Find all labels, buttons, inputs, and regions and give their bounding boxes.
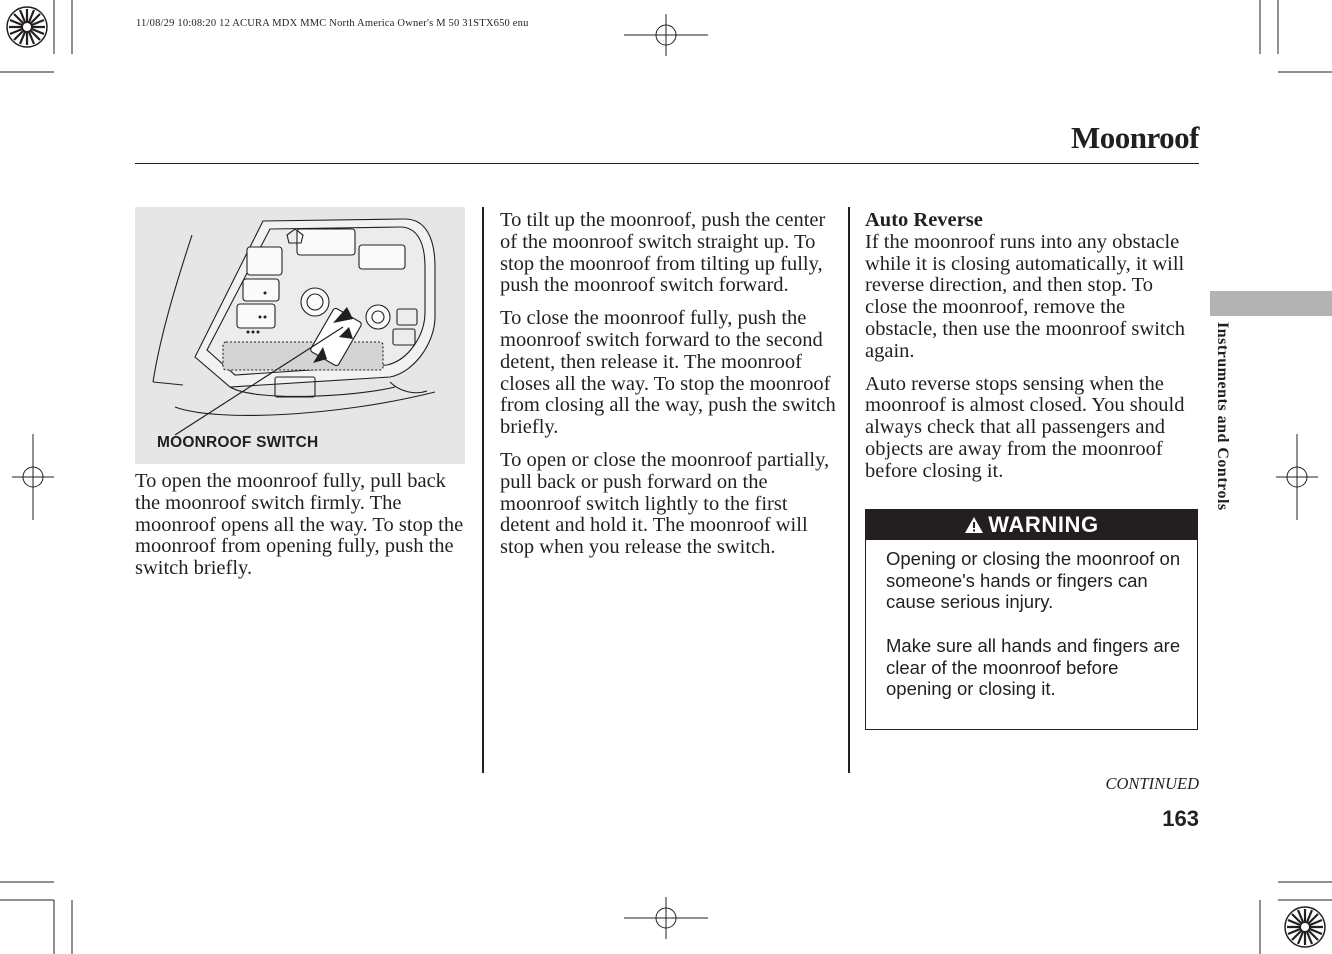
figure-label: MOONROOF SWITCH	[157, 434, 319, 451]
paragraph: If the moonroof runs into any obstacle while it is closing automatically, it will reverse direction, and then stop. To close the moonroof, remove the obstacle, then use the moonroof switch again.	[865, 230, 1185, 362]
warning-body	[866, 540, 1197, 700]
column-3	[865, 210, 1200, 494]
section-label: Instruments and Controls	[1214, 322, 1231, 511]
title-rule	[135, 163, 1199, 164]
column-2	[500, 210, 840, 570]
column-divider	[848, 207, 850, 773]
paragraph: To open or close the moonroof partially, pull back or push forward on the moonroof switch lightly to the first detent and hold it. The moonroof will stop when you release the switch.	[500, 448, 830, 559]
warning-label: WARNING	[988, 512, 1099, 537]
warning-paragraph: Make sure all hands and fingers are clear of the moonroof before opening or closing it.	[886, 634, 1181, 700]
print-slug: 11/08/29 10:08:20 12 ACURA MDX MMC North America Owner's M 50 31STX650 enu	[136, 18, 529, 29]
paragraph: Auto reverse stops sensing when the moonroof is almost closed. You should always check that all passengers and objects are away from the moonroof before closing it.	[865, 372, 1185, 482]
paragraph: To close the moonroof fully, push the moonroof switch forward to the second detent, then release it. The moonroof closes all the way. To stop the moonroof from closing all the way, push the switch briefly.	[500, 307, 836, 439]
section-thumb-tab	[1210, 291, 1332, 316]
warning-header	[866, 510, 1197, 540]
section-heading: Auto Reverse	[865, 209, 983, 231]
column-divider	[482, 207, 484, 773]
moonroof-switch-illustration	[135, 207, 465, 464]
paragraph: To tilt up the moonroof, push the center of the moonroof switch straight up. To stop the moonroof from tilting up fully, push the moonroof switch forward.	[500, 209, 826, 297]
warning-paragraph: Opening or closing the moonroof on someone's hands or fingers can cause serious injury.	[886, 548, 1181, 613]
continued-label: CONTINUED	[1105, 774, 1199, 793]
column-1	[135, 471, 475, 591]
warning-triangle-icon	[964, 516, 984, 534]
overhead-console-drawing	[135, 207, 465, 464]
paragraph: To open the moonroof fully, pull back the moonroof switch firmly. The moonroof opens all the way. To stop the moonroof from opening fully, push the switch briefly.	[135, 470, 464, 580]
warning-box	[865, 509, 1198, 730]
page-title: Moonroof	[1070, 120, 1199, 155]
page-number: 163	[1162, 806, 1199, 831]
